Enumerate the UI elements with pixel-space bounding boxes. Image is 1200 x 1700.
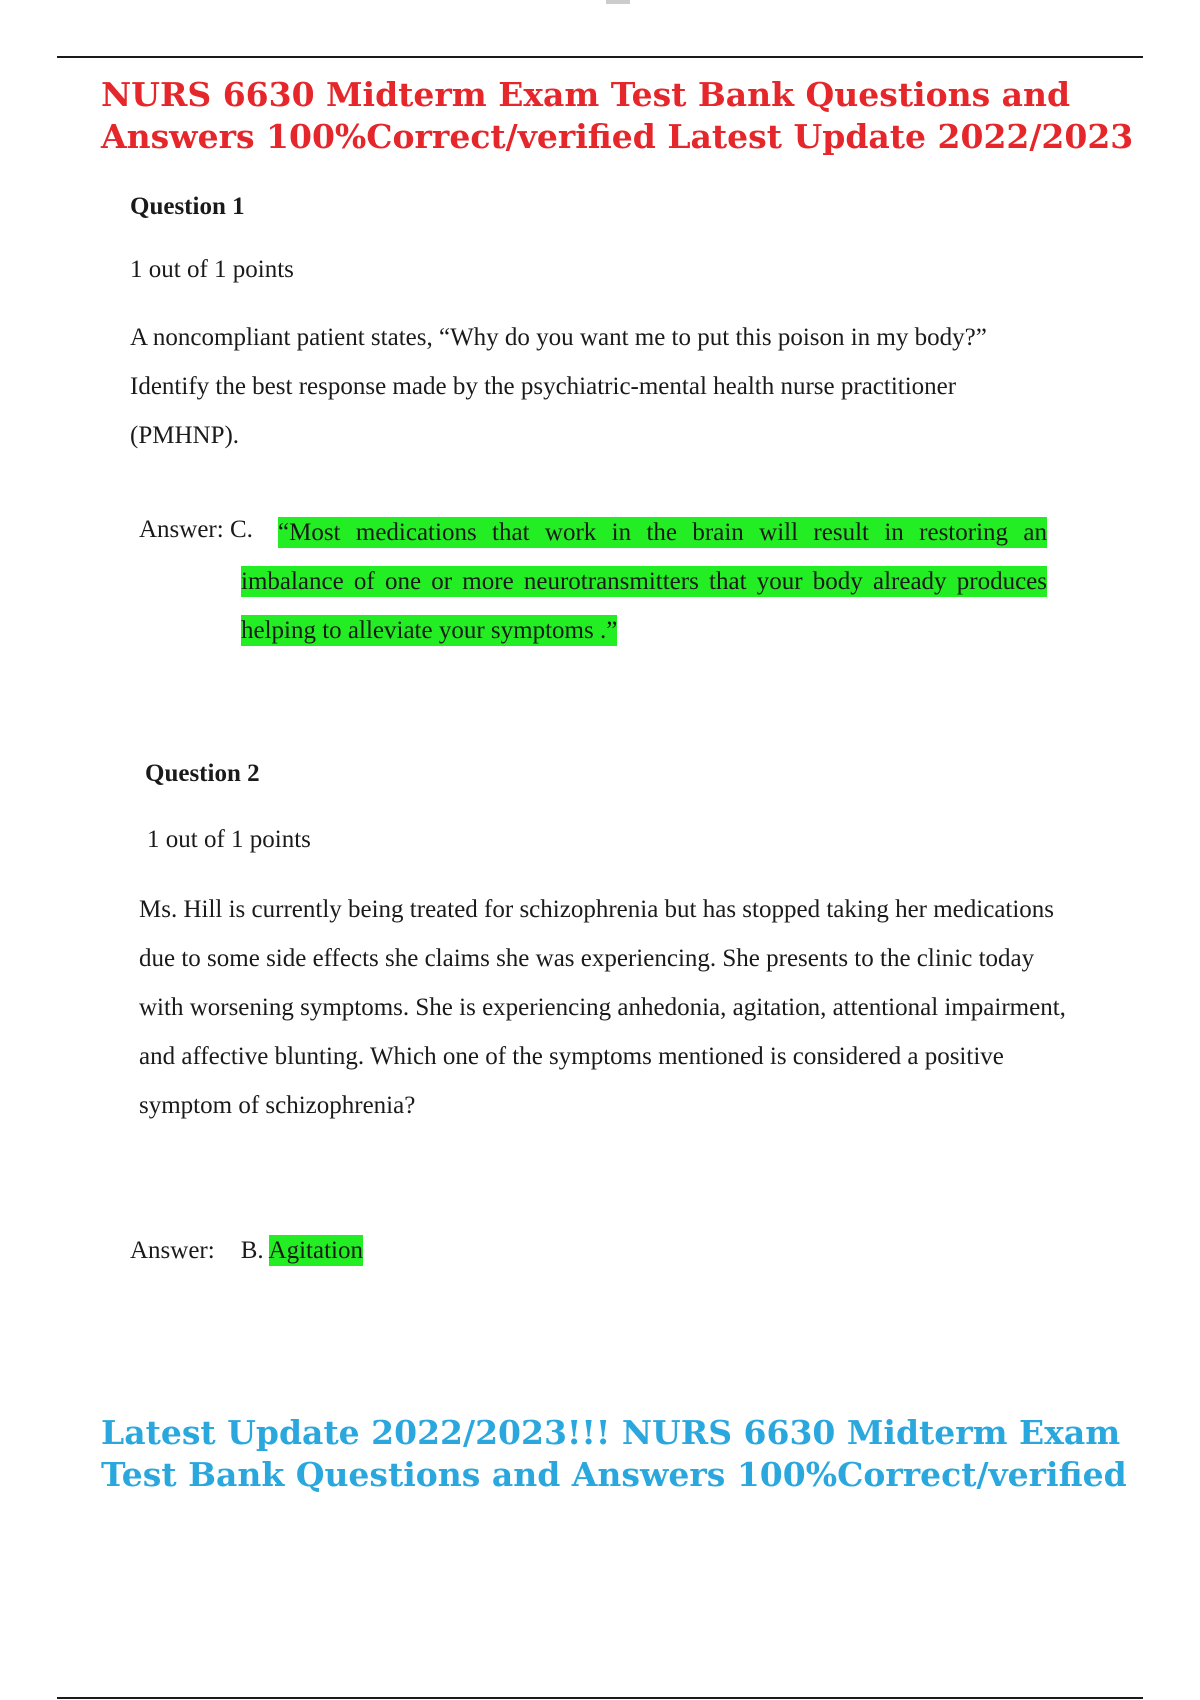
document-title: NURS 6630 Midterm Exam Test Bank Questions and Answers 100%Correct/verified Latest Update 2022/2023 [101, 75, 1134, 156]
answer-prefix: Answer: [130, 1237, 215, 1264]
top-divider [57, 56, 1143, 58]
bottom-divider [57, 1697, 1143, 1699]
question-points: 1 out of 1 points [147, 826, 311, 853]
question-points: 1 out of 1 points [130, 256, 294, 283]
answer-letter: B. [240, 1237, 264, 1264]
question-heading: Question 2 [145, 760, 260, 787]
answer-text [241, 508, 1047, 655]
question-text: Ms. Hill is currently being treated for schizophrenia but has stopped taking her medications due to some side effects she claims she was experiencing. She presents to the clinic today with worsening symptoms. She is experiencing anhedonia, agitation, attentional impairment, and affective blunting. Which one of the symptoms mentioned is considered a positive symptom of schizophrenia? [139, 896, 1066, 1119]
page-top-mark [606, 0, 630, 4]
question-heading: Question 1 [130, 193, 245, 220]
answer-highlight: “Most medications that work in the brain will result in restoring an imbalance of one or more neurotransmitters that your body already produces helping to alleviate your symptoms .” [241, 519, 1047, 644]
question-text: A noncompliant patient states, “Why do you want me to put this poison in my body?” Identify the best response made by the psychiatric-mental health nurse practitioner (PMHNP). [130, 324, 987, 449]
answer-highlight: Agitation [268, 1237, 363, 1264]
answer-label [130, 1237, 363, 1265]
footer-title: Latest Update 2022/2023!!! NURS 6630 Midterm Exam Test Bank Questions and Answers 100%Correct/verified [101, 1413, 1127, 1494]
answer-label: Answer: C. [139, 516, 253, 543]
